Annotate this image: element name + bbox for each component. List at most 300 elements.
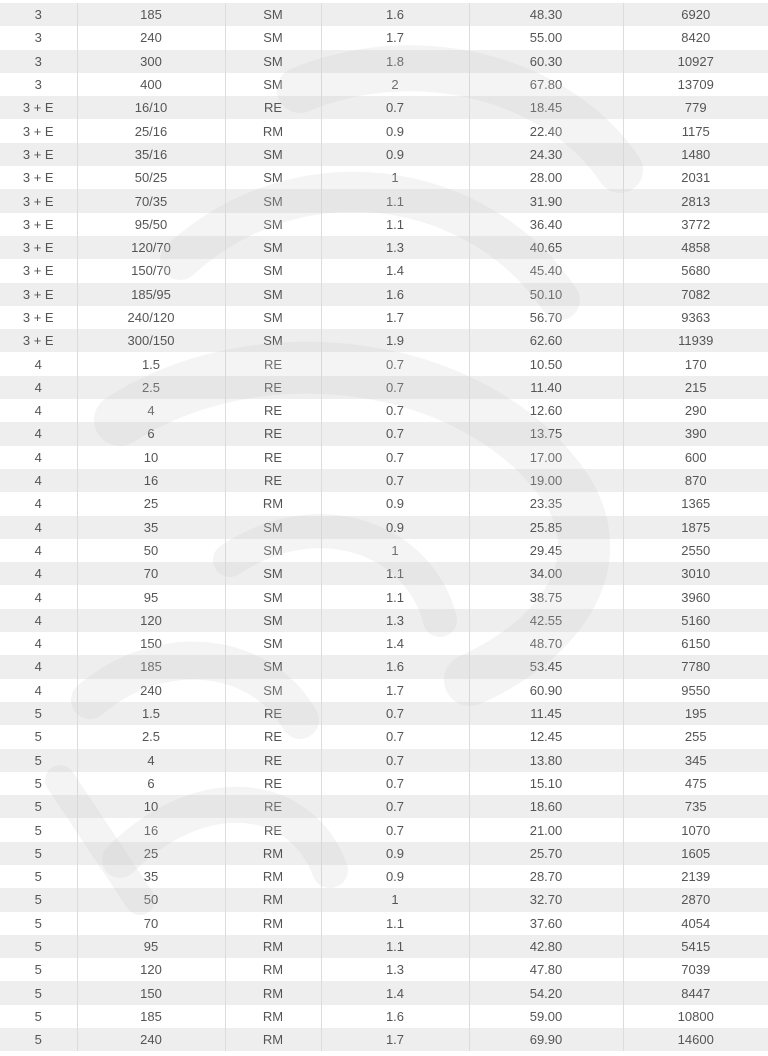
insulation-thickness-cell: 1.1 bbox=[321, 189, 469, 212]
table-row bbox=[0, 655, 768, 678]
cross-section-cell: 10 bbox=[77, 795, 225, 818]
insulation-thickness-cell: 0.7 bbox=[321, 446, 469, 469]
conductor-type-cell: RM bbox=[225, 912, 321, 935]
cross-section-cell: 240 bbox=[77, 679, 225, 702]
conductor-type-cell: SM bbox=[225, 73, 321, 96]
conductor-type-cell: RE bbox=[225, 446, 321, 469]
table-row bbox=[0, 516, 768, 539]
weight-cell: 3010 bbox=[623, 562, 768, 585]
conductor-type-cell: RE bbox=[225, 376, 321, 399]
outer-diameter-cell: 18.45 bbox=[469, 96, 623, 119]
insulation-thickness-cell: 1.7 bbox=[321, 1028, 469, 1051]
weight-cell: 14600 bbox=[623, 1028, 768, 1051]
cores-cell: 5 bbox=[0, 749, 77, 772]
conductor-type-cell: SM bbox=[225, 283, 321, 306]
conductor-type-cell: SM bbox=[225, 632, 321, 655]
table-row bbox=[0, 469, 768, 492]
cores-cell: 3 + E bbox=[0, 283, 77, 306]
outer-diameter-cell: 67.80 bbox=[469, 73, 623, 96]
insulation-thickness-cell: 1.1 bbox=[321, 935, 469, 958]
weight-cell: 2550 bbox=[623, 539, 768, 562]
table-row bbox=[0, 842, 768, 865]
outer-diameter-cell: 54.20 bbox=[469, 981, 623, 1004]
outer-diameter-cell: 28.70 bbox=[469, 865, 623, 888]
outer-diameter-cell: 36.40 bbox=[469, 213, 623, 236]
insulation-thickness-cell: 1.7 bbox=[321, 679, 469, 702]
conductor-type-cell: RM bbox=[225, 842, 321, 865]
outer-diameter-cell: 21.00 bbox=[469, 818, 623, 841]
table-row bbox=[0, 306, 768, 329]
insulation-thickness-cell: 0.7 bbox=[321, 702, 469, 725]
table-row bbox=[0, 3, 768, 26]
outer-diameter-cell: 62.60 bbox=[469, 329, 623, 352]
weight-cell: 10927 bbox=[623, 50, 768, 73]
insulation-thickness-cell: 2 bbox=[321, 73, 469, 96]
outer-diameter-cell: 59.00 bbox=[469, 1005, 623, 1028]
weight-cell: 3772 bbox=[623, 213, 768, 236]
weight-cell: 7082 bbox=[623, 283, 768, 306]
weight-cell: 11939 bbox=[623, 329, 768, 352]
table-row bbox=[0, 376, 768, 399]
outer-diameter-cell: 25.70 bbox=[469, 842, 623, 865]
outer-diameter-cell: 11.45 bbox=[469, 702, 623, 725]
insulation-thickness-cell: 0.7 bbox=[321, 422, 469, 445]
cores-cell: 5 bbox=[0, 865, 77, 888]
cores-cell: 4 bbox=[0, 632, 77, 655]
table-row bbox=[0, 888, 768, 911]
cores-cell: 3 bbox=[0, 73, 77, 96]
insulation-thickness-cell: 0.7 bbox=[321, 469, 469, 492]
table-row bbox=[0, 795, 768, 818]
cores-cell: 5 bbox=[0, 842, 77, 865]
insulation-thickness-cell: 1.1 bbox=[321, 213, 469, 236]
cable-spec-table bbox=[0, 3, 768, 1051]
cross-section-cell: 4 bbox=[77, 749, 225, 772]
conductor-type-cell: RM bbox=[225, 492, 321, 515]
outer-diameter-cell: 13.75 bbox=[469, 422, 623, 445]
table-row bbox=[0, 562, 768, 585]
table-row bbox=[0, 236, 768, 259]
insulation-thickness-cell: 1.3 bbox=[321, 958, 469, 981]
insulation-thickness-cell: 0.9 bbox=[321, 865, 469, 888]
cores-cell: 5 bbox=[0, 935, 77, 958]
cores-cell: 4 bbox=[0, 562, 77, 585]
cores-cell: 3 bbox=[0, 26, 77, 49]
insulation-thickness-cell: 0.7 bbox=[321, 749, 469, 772]
cross-section-cell: 16/10 bbox=[77, 96, 225, 119]
cross-section-cell: 50/25 bbox=[77, 166, 225, 189]
cores-cell: 4 bbox=[0, 539, 77, 562]
conductor-type-cell: SM bbox=[225, 166, 321, 189]
outer-diameter-cell: 37.60 bbox=[469, 912, 623, 935]
cores-cell: 5 bbox=[0, 702, 77, 725]
conductor-type-cell: SM bbox=[225, 3, 321, 26]
table-row bbox=[0, 492, 768, 515]
cross-section-cell: 400 bbox=[77, 73, 225, 96]
cross-section-cell: 50 bbox=[77, 888, 225, 911]
conductor-type-cell: RE bbox=[225, 702, 321, 725]
conductor-type-cell: SM bbox=[225, 259, 321, 282]
conductor-type-cell: SM bbox=[225, 143, 321, 166]
table-row bbox=[0, 446, 768, 469]
table-row bbox=[0, 352, 768, 375]
cores-cell: 3 + E bbox=[0, 119, 77, 142]
table-row bbox=[0, 166, 768, 189]
weight-cell: 390 bbox=[623, 422, 768, 445]
conductor-type-cell: RM bbox=[225, 888, 321, 911]
weight-cell: 1480 bbox=[623, 143, 768, 166]
table-row bbox=[0, 26, 768, 49]
cores-cell: 3 + E bbox=[0, 166, 77, 189]
insulation-thickness-cell: 1.4 bbox=[321, 259, 469, 282]
conductor-type-cell: RE bbox=[225, 725, 321, 748]
insulation-thickness-cell: 0.7 bbox=[321, 399, 469, 422]
insulation-thickness-cell: 1.1 bbox=[321, 562, 469, 585]
conductor-type-cell: RE bbox=[225, 772, 321, 795]
cross-section-cell: 150/70 bbox=[77, 259, 225, 282]
cores-cell: 3 + E bbox=[0, 189, 77, 212]
cross-section-cell: 150 bbox=[77, 981, 225, 1004]
table-row bbox=[0, 189, 768, 212]
weight-cell: 5680 bbox=[623, 259, 768, 282]
weight-cell: 1365 bbox=[623, 492, 768, 515]
cross-section-cell: 185 bbox=[77, 1005, 225, 1028]
cross-section-cell: 25 bbox=[77, 842, 225, 865]
cores-cell: 4 bbox=[0, 399, 77, 422]
table-body bbox=[0, 3, 768, 1051]
weight-cell: 4054 bbox=[623, 912, 768, 935]
weight-cell: 10800 bbox=[623, 1005, 768, 1028]
cores-cell: 3 + E bbox=[0, 143, 77, 166]
conductor-type-cell: RM bbox=[225, 119, 321, 142]
insulation-thickness-cell: 1.3 bbox=[321, 609, 469, 632]
outer-diameter-cell: 69.90 bbox=[469, 1028, 623, 1051]
conductor-type-cell: SM bbox=[225, 585, 321, 608]
outer-diameter-cell: 50.10 bbox=[469, 283, 623, 306]
cores-cell: 3 + E bbox=[0, 96, 77, 119]
cross-section-cell: 240/120 bbox=[77, 306, 225, 329]
cores-cell: 4 bbox=[0, 609, 77, 632]
cores-cell: 4 bbox=[0, 585, 77, 608]
conductor-type-cell: SM bbox=[225, 213, 321, 236]
weight-cell: 779 bbox=[623, 96, 768, 119]
cores-cell: 3 + E bbox=[0, 306, 77, 329]
conductor-type-cell: SM bbox=[225, 329, 321, 352]
table-row bbox=[0, 329, 768, 352]
weight-cell: 2031 bbox=[623, 166, 768, 189]
table-row bbox=[0, 50, 768, 73]
cross-section-cell: 1.5 bbox=[77, 702, 225, 725]
conductor-type-cell: RM bbox=[225, 1005, 321, 1028]
outer-diameter-cell: 45.40 bbox=[469, 259, 623, 282]
outer-diameter-cell: 22.40 bbox=[469, 119, 623, 142]
outer-diameter-cell: 28.00 bbox=[469, 166, 623, 189]
cores-cell: 4 bbox=[0, 516, 77, 539]
cross-section-cell: 240 bbox=[77, 26, 225, 49]
outer-diameter-cell: 55.00 bbox=[469, 26, 623, 49]
cross-section-cell: 35/16 bbox=[77, 143, 225, 166]
conductor-type-cell: SM bbox=[225, 26, 321, 49]
outer-diameter-cell: 18.60 bbox=[469, 795, 623, 818]
insulation-thickness-cell: 0.7 bbox=[321, 376, 469, 399]
weight-cell: 9550 bbox=[623, 679, 768, 702]
outer-diameter-cell: 48.70 bbox=[469, 632, 623, 655]
table-row bbox=[0, 958, 768, 981]
conductor-type-cell: RE bbox=[225, 96, 321, 119]
conductor-type-cell: SM bbox=[225, 655, 321, 678]
cores-cell: 4 bbox=[0, 376, 77, 399]
cross-section-cell: 6 bbox=[77, 772, 225, 795]
weight-cell: 735 bbox=[623, 795, 768, 818]
weight-cell: 8420 bbox=[623, 26, 768, 49]
weight-cell: 2813 bbox=[623, 189, 768, 212]
cores-cell: 5 bbox=[0, 888, 77, 911]
cross-section-cell: 6 bbox=[77, 422, 225, 445]
table-row bbox=[0, 422, 768, 445]
weight-cell: 7039 bbox=[623, 958, 768, 981]
weight-cell: 1875 bbox=[623, 516, 768, 539]
outer-diameter-cell: 12.45 bbox=[469, 725, 623, 748]
conductor-type-cell: RM bbox=[225, 935, 321, 958]
table-row bbox=[0, 73, 768, 96]
conductor-type-cell: RM bbox=[225, 981, 321, 1004]
cores-cell: 4 bbox=[0, 655, 77, 678]
table-row bbox=[0, 143, 768, 166]
cross-section-cell: 120 bbox=[77, 609, 225, 632]
cross-section-cell: 120 bbox=[77, 958, 225, 981]
outer-diameter-cell: 34.00 bbox=[469, 562, 623, 585]
conductor-type-cell: SM bbox=[225, 562, 321, 585]
weight-cell: 2139 bbox=[623, 865, 768, 888]
weight-cell: 6920 bbox=[623, 3, 768, 26]
outer-diameter-cell: 60.90 bbox=[469, 679, 623, 702]
cross-section-cell: 185 bbox=[77, 3, 225, 26]
outer-diameter-cell: 13.80 bbox=[469, 749, 623, 772]
outer-diameter-cell: 24.30 bbox=[469, 143, 623, 166]
outer-diameter-cell: 48.30 bbox=[469, 3, 623, 26]
table-row bbox=[0, 399, 768, 422]
cores-cell: 4 bbox=[0, 446, 77, 469]
table-row bbox=[0, 725, 768, 748]
table-row bbox=[0, 609, 768, 632]
outer-diameter-cell: 29.45 bbox=[469, 539, 623, 562]
conductor-type-cell: RE bbox=[225, 469, 321, 492]
outer-diameter-cell: 40.65 bbox=[469, 236, 623, 259]
insulation-thickness-cell: 1.1 bbox=[321, 585, 469, 608]
outer-diameter-cell: 10.50 bbox=[469, 352, 623, 375]
conductor-type-cell: SM bbox=[225, 189, 321, 212]
outer-diameter-cell: 15.10 bbox=[469, 772, 623, 795]
table-row bbox=[0, 96, 768, 119]
weight-cell: 1605 bbox=[623, 842, 768, 865]
table-row bbox=[0, 585, 768, 608]
weight-cell: 600 bbox=[623, 446, 768, 469]
table-row bbox=[0, 213, 768, 236]
outer-diameter-cell: 47.80 bbox=[469, 958, 623, 981]
table-row bbox=[0, 865, 768, 888]
outer-diameter-cell: 25.85 bbox=[469, 516, 623, 539]
cross-section-cell: 150 bbox=[77, 632, 225, 655]
table-row bbox=[0, 1005, 768, 1028]
table-row bbox=[0, 749, 768, 772]
cores-cell: 3 bbox=[0, 50, 77, 73]
cross-section-cell: 185 bbox=[77, 655, 225, 678]
cross-section-cell: 2.5 bbox=[77, 725, 225, 748]
cores-cell: 4 bbox=[0, 492, 77, 515]
outer-diameter-cell: 56.70 bbox=[469, 306, 623, 329]
cores-cell: 3 bbox=[0, 3, 77, 26]
outer-diameter-cell: 12.60 bbox=[469, 399, 623, 422]
conductor-type-cell: RM bbox=[225, 958, 321, 981]
cores-cell: 5 bbox=[0, 772, 77, 795]
cross-section-cell: 50 bbox=[77, 539, 225, 562]
outer-diameter-cell: 31.90 bbox=[469, 189, 623, 212]
insulation-thickness-cell: 1.1 bbox=[321, 912, 469, 935]
conductor-type-cell: RE bbox=[225, 352, 321, 375]
table-row bbox=[0, 772, 768, 795]
insulation-thickness-cell: 1.9 bbox=[321, 329, 469, 352]
outer-diameter-cell: 32.70 bbox=[469, 888, 623, 911]
table-row bbox=[0, 1028, 768, 1051]
outer-diameter-cell: 19.00 bbox=[469, 469, 623, 492]
table-row bbox=[0, 679, 768, 702]
weight-cell: 345 bbox=[623, 749, 768, 772]
table-row bbox=[0, 818, 768, 841]
insulation-thickness-cell: 0.7 bbox=[321, 772, 469, 795]
weight-cell: 5415 bbox=[623, 935, 768, 958]
conductor-type-cell: SM bbox=[225, 516, 321, 539]
cores-cell: 3 + E bbox=[0, 213, 77, 236]
outer-diameter-cell: 17.00 bbox=[469, 446, 623, 469]
insulation-thickness-cell: 1.6 bbox=[321, 1005, 469, 1028]
outer-diameter-cell: 42.55 bbox=[469, 609, 623, 632]
insulation-thickness-cell: 0.9 bbox=[321, 119, 469, 142]
cores-cell: 5 bbox=[0, 912, 77, 935]
conductor-type-cell: RE bbox=[225, 422, 321, 445]
cross-section-cell: 120/70 bbox=[77, 236, 225, 259]
table-row bbox=[0, 539, 768, 562]
weight-cell: 195 bbox=[623, 702, 768, 725]
insulation-thickness-cell: 1 bbox=[321, 166, 469, 189]
cross-section-cell: 95 bbox=[77, 585, 225, 608]
weight-cell: 5160 bbox=[623, 609, 768, 632]
insulation-thickness-cell: 1.4 bbox=[321, 632, 469, 655]
cores-cell: 5 bbox=[0, 795, 77, 818]
outer-diameter-cell: 11.40 bbox=[469, 376, 623, 399]
insulation-thickness-cell: 0.7 bbox=[321, 818, 469, 841]
conductor-type-cell: RM bbox=[225, 1028, 321, 1051]
insulation-thickness-cell: 1.6 bbox=[321, 3, 469, 26]
insulation-thickness-cell: 0.7 bbox=[321, 795, 469, 818]
conductor-type-cell: SM bbox=[225, 679, 321, 702]
cores-cell: 5 bbox=[0, 725, 77, 748]
cross-section-cell: 1.5 bbox=[77, 352, 225, 375]
conductor-type-cell: SM bbox=[225, 236, 321, 259]
table-row bbox=[0, 935, 768, 958]
table-row bbox=[0, 912, 768, 935]
weight-cell: 170 bbox=[623, 352, 768, 375]
cores-cell: 4 bbox=[0, 679, 77, 702]
insulation-thickness-cell: 1.6 bbox=[321, 655, 469, 678]
insulation-thickness-cell: 1.6 bbox=[321, 283, 469, 306]
table-row bbox=[0, 632, 768, 655]
cross-section-cell: 185/95 bbox=[77, 283, 225, 306]
cores-cell: 4 bbox=[0, 352, 77, 375]
cores-cell: 5 bbox=[0, 958, 77, 981]
weight-cell: 8447 bbox=[623, 981, 768, 1004]
insulation-thickness-cell: 0.9 bbox=[321, 143, 469, 166]
cross-section-cell: 10 bbox=[77, 446, 225, 469]
insulation-thickness-cell: 1.8 bbox=[321, 50, 469, 73]
outer-diameter-cell: 23.35 bbox=[469, 492, 623, 515]
outer-diameter-cell: 60.30 bbox=[469, 50, 623, 73]
insulation-thickness-cell: 0.7 bbox=[321, 725, 469, 748]
weight-cell: 9363 bbox=[623, 306, 768, 329]
insulation-thickness-cell: 0.9 bbox=[321, 492, 469, 515]
table-row bbox=[0, 259, 768, 282]
cross-section-cell: 25 bbox=[77, 492, 225, 515]
insulation-thickness-cell: 0.7 bbox=[321, 96, 469, 119]
weight-cell: 4858 bbox=[623, 236, 768, 259]
cores-cell: 5 bbox=[0, 981, 77, 1004]
insulation-thickness-cell: 0.7 bbox=[321, 352, 469, 375]
conductor-type-cell: RM bbox=[225, 865, 321, 888]
table-row bbox=[0, 702, 768, 725]
conductor-type-cell: RE bbox=[225, 795, 321, 818]
weight-cell: 2870 bbox=[623, 888, 768, 911]
weight-cell: 1175 bbox=[623, 119, 768, 142]
insulation-thickness-cell: 1.7 bbox=[321, 306, 469, 329]
cross-section-cell: 35 bbox=[77, 516, 225, 539]
cross-section-cell: 70/35 bbox=[77, 189, 225, 212]
cores-cell: 5 bbox=[0, 1028, 77, 1051]
outer-diameter-cell: 42.80 bbox=[469, 935, 623, 958]
weight-cell: 870 bbox=[623, 469, 768, 492]
conductor-type-cell: SM bbox=[225, 609, 321, 632]
weight-cell: 255 bbox=[623, 725, 768, 748]
insulation-thickness-cell: 1.7 bbox=[321, 26, 469, 49]
weight-cell: 290 bbox=[623, 399, 768, 422]
conductor-type-cell: RE bbox=[225, 749, 321, 772]
conductor-type-cell: SM bbox=[225, 306, 321, 329]
cross-section-cell: 2.5 bbox=[77, 376, 225, 399]
cross-section-cell: 300 bbox=[77, 50, 225, 73]
weight-cell: 13709 bbox=[623, 73, 768, 96]
cores-cell: 4 bbox=[0, 422, 77, 445]
cores-cell: 5 bbox=[0, 1005, 77, 1028]
weight-cell: 6150 bbox=[623, 632, 768, 655]
cross-section-cell: 16 bbox=[77, 818, 225, 841]
cross-section-cell: 35 bbox=[77, 865, 225, 888]
table-row bbox=[0, 119, 768, 142]
conductor-type-cell: SM bbox=[225, 50, 321, 73]
cross-section-cell: 70 bbox=[77, 912, 225, 935]
cross-section-cell: 25/16 bbox=[77, 119, 225, 142]
weight-cell: 215 bbox=[623, 376, 768, 399]
weight-cell: 7780 bbox=[623, 655, 768, 678]
weight-cell: 1070 bbox=[623, 818, 768, 841]
cores-cell: 3 + E bbox=[0, 236, 77, 259]
insulation-thickness-cell: 1.3 bbox=[321, 236, 469, 259]
insulation-thickness-cell: 1 bbox=[321, 539, 469, 562]
conductor-type-cell: SM bbox=[225, 539, 321, 562]
cross-section-cell: 70 bbox=[77, 562, 225, 585]
conductor-type-cell: RE bbox=[225, 818, 321, 841]
insulation-thickness-cell: 1 bbox=[321, 888, 469, 911]
outer-diameter-cell: 53.45 bbox=[469, 655, 623, 678]
table-row bbox=[0, 981, 768, 1004]
cross-section-cell: 95/50 bbox=[77, 213, 225, 236]
